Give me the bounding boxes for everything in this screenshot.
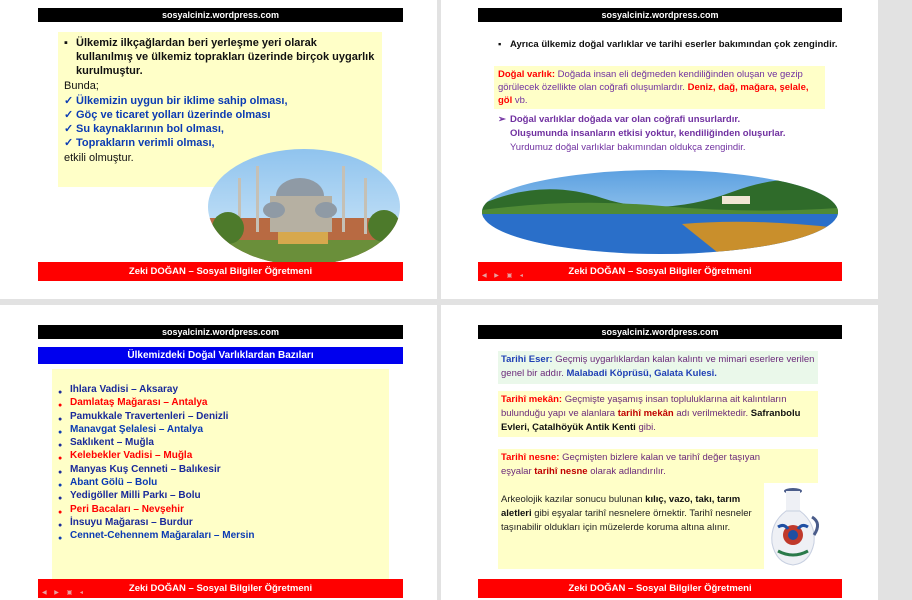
list-item: ● Pamukkale Travertenleri – Denizli [58, 410, 378, 423]
slide-1 [38, 8, 403, 281]
definition-text: Doğada insan eli değmeden kendiliğinden oluşan ve gezip görülecek özellikte olan coğrafi oluşumlardır. [498, 69, 803, 93]
slide-cell-2[interactable] [441, 0, 878, 299]
slide-title: Ülkemizdeki Doğal Varlıklardan Bazıları [38, 347, 403, 364]
historic-place-block [498, 391, 818, 437]
term-historic-artifact: Tarihi Eser: [501, 354, 553, 365]
arkeo-bold: kılıç, vazo, takı, tarım aletleri [501, 494, 741, 519]
list-item: ● Cennet-Cehennem Mağaraları – Mersin [58, 529, 378, 542]
artifact-examples: Malabadi Köprüsü, Galata Kulesi. [566, 368, 717, 379]
footer-bar: Zeki DOĞAN – Sosyal Bilgiler Öğretmeni [478, 579, 842, 598]
slide-3 [38, 325, 403, 598]
slide-cell-3[interactable] [0, 305, 437, 600]
arrow-line-1: ➢ Doğal varlıklar doğada var olan coğrafi unsurlardır. [510, 114, 741, 125]
list-item: ● Peri Bacaları – Nevşehir [58, 503, 378, 516]
list-item: ● Kelebekler Vadisi – Muğla [58, 449, 378, 462]
place-gibi: gibi. [638, 422, 656, 433]
nav-icons[interactable]: ◀ ▶ ▣ ◂ [42, 590, 86, 596]
object-end: olarak adlandırılır. [590, 466, 666, 477]
definition-box [494, 66, 825, 109]
natural-assets-list [58, 383, 378, 543]
examples-text: Deniz, dağ, mağara, şelale, göl [498, 82, 809, 106]
term-historic-object: Tarihî nesne: [501, 452, 560, 463]
check-item: ✓ Ülkemizin uygun bir iklime sahip olması, [64, 94, 364, 108]
slide-cell-1[interactable] [0, 0, 437, 299]
list-item: ● Abant Gölü – Bolu [58, 476, 378, 489]
list-item: ● Damlataş Mağarası – Antalya [58, 396, 378, 409]
term-historic-place: Tarihî mekân: [501, 394, 563, 405]
site-header: sosyalciniz.wordpress.com [478, 8, 842, 22]
vb-text: vb. [514, 95, 528, 106]
nav-icons[interactable]: ◀ ▶ ▣ ◂ [482, 273, 526, 279]
bullet-rich: ▪ Ayrıca ülkemiz doğal varlıklar ve tarihi eserler bakımından çok zengindir. [498, 39, 840, 51]
term-natural-asset: Doğal varlık: [498, 69, 556, 80]
lake-photo [482, 168, 838, 256]
mosque-photo [208, 148, 400, 266]
scrollbar[interactable] [880, 0, 912, 600]
bullet-settlement: ▪ Ülkemiz ilkçağlardan beri yerleşme yeri olarak kullanılmış ve ülkemiz toprakları üzerinde birçok uygarlık kurulmuştur. [64, 36, 376, 78]
footer-bar: Zeki DOĞAN – Sosyal Bilgiler Öğretmeni [38, 579, 403, 598]
list-item: ● Saklıkent – Muğla [58, 436, 378, 449]
check-list [64, 94, 364, 150]
place-adi: adı verilmektedir. [676, 408, 749, 419]
vase-photo [764, 483, 822, 569]
arrow-line-2: Oluşumunda insanların etkisi yoktur, kendiliğinden oluşurlar. [510, 128, 786, 139]
footer-bar: Zeki DOĞAN – Sosyal Bilgiler Öğretmeni [478, 262, 842, 281]
site-header: sosyalciniz.wordpress.com [478, 325, 842, 339]
bunda-label: Bunda; [64, 80, 99, 92]
check-item: ✓ Toprakların verimli olması, [64, 136, 364, 150]
list-item: ● Manavgat Şelalesi – Antalya [58, 423, 378, 436]
arkeo-end: gibi eşyalar tarihî nesnelere örnektir. Tarihî nesneler taşınabilir oldukları için müzelerde koruma altına alınır. [501, 508, 752, 533]
object-bold: tarihî nesne [534, 466, 588, 477]
check-item: ✓ Göç ve ticaret yolları üzerinde olması [64, 108, 364, 122]
slide-cell-4[interactable] [441, 305, 878, 600]
site-header: sosyalciniz.wordpress.com [38, 325, 403, 339]
list-item: ● İnsuyu Mağarası – Burdur [58, 516, 378, 529]
object-definition: Geçmişten bizlere kalan ve tarihî değer taşıyan eşyalar [501, 452, 761, 477]
ending-text: etkili olmuştur. [64, 152, 134, 164]
arkeo-start: Arkeolojik kazılar sonucu bulunan [501, 494, 643, 505]
footer-bar: Zeki DOĞAN – Sosyal Bilgiler Öğretmeni [38, 262, 403, 281]
check-item: ✓ Su kaynaklarının bol olması, [64, 122, 364, 136]
list-item: ● Yedigöller Milli Parkı – Bolu [58, 489, 378, 502]
list-item: ● Manyas Kuş Cenneti – Balıkesir [58, 463, 378, 476]
site-header: sosyalciniz.wordpress.com [38, 8, 403, 22]
slide-4 [478, 325, 842, 598]
artifact-definition: Geçmiş uygarlıklardan kalan kalıntı ve mimari eserlere verilen genel bir addır. [501, 354, 815, 379]
arrow-note [498, 113, 840, 155]
slide-2 [478, 8, 842, 281]
historic-artifact-block [498, 351, 818, 384]
place-definition: Geçmişte yaşamış insan topluluklarına ait kalıntıların bulunduğu yapı ve alanlara [501, 394, 787, 419]
place-examples: Safranbolu Evleri, Çatalhöyük Antik Kenti [501, 408, 801, 433]
arrow-note-plain: Yurdumuz doğal varlıklar bakımından oldukça zengindir. [510, 142, 746, 153]
list-item: ● Ihlara Vadisi – Aksaray [58, 383, 378, 396]
place-bold: tarihî mekân [617, 408, 674, 419]
